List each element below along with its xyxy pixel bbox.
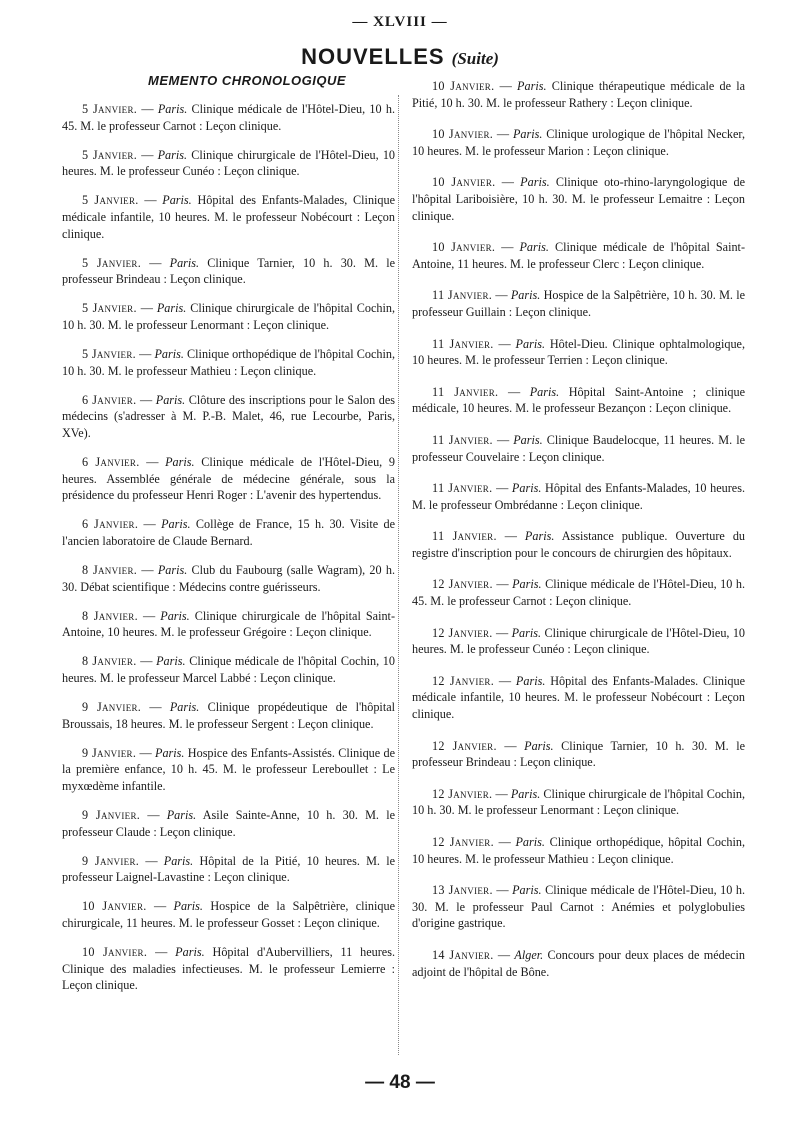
entry-place: Paris. — [156, 654, 186, 669]
entry-place: Paris. — [157, 102, 188, 116]
entry-text: Clinique médicale de l'Hôtel-Dieu, 10 h. 45. M. le professeur Carnot : Leçon clinique. — [412, 577, 746, 609]
entry-date: 11 Janvier. — [432, 384, 499, 399]
entry-text: Clinique médicale de l'Hôtel-Dieu, 9 heures. Assemblée générale de médecine générale, sous la présidence du professeur Henri Roger : L'avenir des hypertendus. — [62, 455, 395, 503]
entry-text: Clinique médicale de l'Hôtel-Dieu, 10 h. 45. M. le professeur Carnot : Leçon clinique. — [62, 102, 396, 133]
entry-date: 9 Janvier. — [82, 853, 140, 868]
entry-text: Clinique orthopédique de l'hôpital Cochin, 10 h. 30. M. le professeur Mathieu : Leçon clinique. — [62, 347, 396, 378]
entry-place: Paris. — [520, 175, 550, 190]
memento-entry: 9 Janvier. — Paris. Asile Sainte-Anne, 10 h. 30. M. le professeur Claude : Leçon clinique. — [62, 808, 395, 839]
entry-date: 6 Janvier. — [82, 517, 139, 532]
memento-entry: 6 Janvier. — Paris. Clinique médicale de l'Hôtel-Dieu, 9 heures. Assemblée générale de médecine générale, sous la présidence du professeur Henri Roger : L'avenir des hypertendus. — [62, 455, 395, 503]
entry-text: Clinique chirurgicale de l'hôpital Cochin, 10 h. 30. M. le professeur Lenormant : Leçon clinique. — [62, 301, 395, 332]
entry-date: 10 Janvier. — [432, 175, 496, 190]
memento-entry: 5 Janvier. — Paris. Clinique Tarnier, 10 h. 30. M. le professeur Brindeau : Leçon clinique. — [62, 255, 395, 287]
entry-date: 12 Janvier. — [432, 786, 493, 801]
entry-place: Paris. — [515, 835, 545, 849]
entry-place: Paris. — [166, 808, 197, 822]
entry-date: 12 Janvier. — [432, 738, 497, 753]
entry-text: Clinique chirurgicale de l'Hôtel-Dieu, 10 heures. M. le professeur Cunéo : Leçon clinique. — [62, 147, 396, 179]
memento-entry: 12 Janvier. — Paris. Clinique chirurgicale de l'Hôtel-Dieu, 10 heures. M. le professeur Cunéo : Leçon clinique. — [412, 625, 746, 657]
page-roman-numeral: — XLVIII — — [352, 14, 448, 30]
memento-entry: 11 Janvier. — Paris. Clinique Baudelocque, 11 heures. M. le professeur Couvelaire : Leçon clinique. — [412, 432, 746, 464]
entry-place: Paris. — [510, 288, 541, 303]
entry-place: Paris. — [157, 562, 188, 577]
entry-date: 9 Janvier. — [82, 808, 141, 822]
memento-entry: 10 Janvier. — Paris. Clinique thérapeutique médicale de la Pitié, 10 h. 30. M. le professeur Rathery : Leçon clinique. — [412, 79, 746, 110]
entry-date: 5 Janvier. — [82, 301, 137, 316]
entry-date: 8 Janvier. — [82, 608, 138, 623]
entry-text: Clinique Tarnier, 10 h. 30. M. le professeur Brindeau : Leçon clinique. — [412, 738, 746, 770]
page-title — [0, 44, 800, 70]
page-title-suffix: (Suite) — [451, 49, 499, 68]
entry-place: Paris. — [154, 347, 184, 362]
memento-entry: 9 Janvier. — Paris. Clinique propédeutique de l'hôpital Broussais, 18 heures. M. le professeur Sergent : Leçon clinique. — [62, 700, 395, 731]
entry-place: Paris. — [515, 673, 546, 688]
entry-date: 10 Janvier. — [82, 899, 147, 914]
entry-date: 10 Janvier. — [432, 240, 496, 255]
entry-place: Paris. — [161, 517, 191, 532]
entry-place: Paris. — [165, 455, 195, 469]
memento-entry: 12 Janvier. — Paris. Hôpital des Enfants-Malades. Clinique médicale infantile, 10 heures. M. le professeur Nobécourt : Leçon clinique. — [412, 673, 746, 722]
entry-text: Hôpital d'Aubervilliers, 11 heures. Clinique des maladies infectieuses. M. le professeur Lemierre : Leçon clinique. — [62, 945, 396, 993]
entry-text: Collège de France, 15 h. 30. Visite de l'ancien laboratoire de Claude Bernard. — [62, 517, 395, 548]
entry-text: Assistance publique. Ouverture du registre d'inscription pour le concours de chirurgien des hôpitaux. — [412, 529, 746, 560]
memento-entry: 5 Janvier. — Paris. Clinique médicale de l'Hôtel-Dieu, 10 h. 45. M. le professeur Carnot : Leçon clinique. — [62, 102, 396, 133]
memento-entry: 8 Janvier. — Paris. Clinique médicale de l'hôpital Cochin, 10 heures. M. le professeur Marcel Labbé : Leçon clinique. — [62, 654, 395, 685]
entry-text: Asile Sainte-Anne, 10 h. 30. M. le professeur Claude : Leçon clinique. — [62, 808, 395, 839]
memento-entry: 10 Janvier. — Paris. Clinique oto-rhino-laryngologique de l'hôpital Lariboisière, 10 h. 30. M. le professeur Lemaitre : Leçon clinique. — [412, 175, 746, 223]
entry-place: Paris. — [162, 193, 192, 208]
entry-text: Hospice de la Salpêtrière, 10 h. 30. M. le professeur Guillain : Leçon clinique. — [412, 288, 746, 319]
entry-date: 13 Janvier. — [432, 883, 493, 898]
entry-date: 5 Janvier. — [82, 102, 138, 116]
memento-entry: 12 Janvier. — Paris. Clinique orthopédique, hôpital Cochin, 10 heures. M. le professeur Mathieu : Leçon clinique. — [412, 835, 746, 866]
entry-date: 8 Janvier. — [82, 562, 138, 577]
entry-text: Clinique chirurgicale de l'Hôtel-Dieu, 10 heures. M. le professeur Cunéo : Leçon clinique. — [412, 625, 746, 657]
entry-date: 11 Janvier. — [432, 529, 497, 544]
section-heading: MEMENTO CHRONOLOGIQUE — [148, 73, 347, 88]
entry-text: Club du Faubourg (salle Wagram), 20 h. 30. Débat scientifique : Médecins contre guérisseurs. — [62, 562, 396, 594]
entry-text: Hôpital des Enfants-Malades, 10 heures. M. le professeur Ombrédanne : Leçon clinique. — [412, 481, 746, 512]
entry-date: 11 Janvier. — [432, 288, 493, 303]
entry-date: 6 Janvier. — [82, 455, 140, 469]
entry-text: Clinique médicale de l'Hôtel-Dieu, 10 h. 30. M. le professeur Paul Carnot : Anémies et polyglobulies d'origine gastrique. — [412, 883, 746, 931]
entry-text: Clinique urologique de l'hôpital Necker, 10 heures. M. le professeur Marion : Leçon clinique. — [412, 127, 746, 158]
memento-entry: 11 Janvier. — Paris. Hôpital Saint-Antoine ; clinique médicale, 10 heures. M. le professeur Bezançon : Leçon clinique. — [412, 384, 745, 416]
memento-entry: 5 Janvier. — Paris. Clinique chirurgicale de l'hôpital Cochin, 10 h. 30. M. le professeur Lenormant : Leçon clinique. — [62, 301, 395, 332]
entry-text: Hôpital des Enfants-Malades. Clinique médicale infantile, 10 heures. M. le professeur Nobécourt : Leçon clinique. — [412, 673, 746, 722]
memento-entry: 11 Janvier. — Paris. Hospice de la Salpêtrière, 10 h. 30. M. le professeur Guillain : Leçon clinique. — [412, 288, 746, 319]
entry-text: Hôpital Saint-Antoine ; clinique médicale, 10 heures. M. le professeur Bezançon : Leçon clinique. — [412, 384, 745, 416]
entry-place: Paris. — [163, 853, 194, 868]
memento-entry: 14 Janvier. — Alger. Concours pour deux places de médecin adjoint de l'hôpital de Bône. — [412, 947, 746, 979]
entry-text: Clinique thérapeutique médicale de la Pitié, 10 h. 30. M. le professeur Rathery : Leçon clinique. — [412, 79, 746, 110]
entry-place: Paris. — [511, 481, 542, 496]
entry-date: 12 Janvier. — [432, 835, 494, 849]
entry-text: Clinique propédeutique de l'hôpital Broussais, 18 heures. M. le professeur Sergent : Leçon clinique. — [62, 700, 395, 731]
memento-entry: 12 Janvier. — Paris. Clinique chirurgicale de l'hôpital Cochin, 10 h. 30. M. le professeur Lenormant : Leçon clinique. — [412, 786, 746, 818]
entry-place: Paris. — [169, 700, 200, 715]
right-column — [412, 78, 745, 995]
memento-entry: 11 Janvier. — Paris. Hôpital des Enfants-Malades, 10 heures. M. le professeur Ombrédanne : Leçon clinique. — [412, 481, 746, 512]
entry-place: Paris. — [155, 392, 186, 407]
entry-place: Paris. — [175, 945, 205, 960]
memento-entry: 8 Janvier. — Paris. Club du Faubourg (salle Wagram), 20 h. 30. Débat scientifique : Médecins contre guérisseurs. — [62, 562, 396, 594]
entry-text: Hospice de la Salpêtrière, clinique chirurgicale, 11 heures. M. le professeur Gosset : Leçon clinique. — [62, 899, 396, 930]
entry-date: 14 Janvier. — [432, 947, 494, 962]
entry-date: 5 Janvier. — [82, 255, 142, 270]
entry-place: Paris. — [524, 738, 554, 753]
entry-date: 6 Janvier. — [82, 392, 137, 407]
entry-date: 10 Janvier. — [432, 79, 495, 93]
entry-place: Paris. — [513, 432, 543, 447]
entry-text: Clinique chirurgicale de l'hôpital Cochin, 10 h. 30. M. le professeur Lenormant : Leçon clinique. — [412, 786, 746, 818]
entry-place: Paris. — [511, 625, 542, 640]
entry-place: Paris. — [157, 147, 188, 162]
entry-text: Hospice des Enfants-Assistés. Clinique de la première enfance, 10 h. 45. M. le professeur Lereboullet : Le myxœdème infantile. — [62, 745, 395, 793]
entry-place: Paris. — [156, 301, 187, 316]
entry-text: Clinique médicale de l'hôpital Saint-Antoine, 11 heures. M. le professeur Clerc : Leçon clinique. — [412, 240, 745, 271]
entry-text: Clôture des inscriptions pour le Salon des médecins (s'adresser à M. P.-B. Malet, 46, rue Lecourbe, Paris, XVe). — [62, 392, 395, 440]
entry-date: 12 Janvier. — [432, 625, 493, 640]
memento-entry: 9 Janvier. — Paris. Hospice des Enfants-Assistés. Clinique de la première enfance, 10 h. 45. M. le professeur Lereboullet : Le myxœdème infantile. — [62, 745, 395, 793]
entry-place: Paris. — [519, 240, 549, 255]
entry-date: 11 Janvier. — [432, 336, 494, 351]
entry-date: 11 Janvier. — [432, 481, 493, 496]
entry-date: 8 Janvier. — [82, 654, 137, 669]
entry-place: Alger. — [514, 947, 544, 962]
memento-entry: 10 Janvier. — Paris. Clinique médicale de l'hôpital Saint-Antoine, 11 heures. M. le professeur Clerc : Leçon clinique. — [412, 240, 745, 271]
memento-entry: 5 Janvier. — Paris. Clinique orthopédique de l'hôpital Cochin, 10 h. 30. M. le professeur Mathieu : Leçon clinique. — [62, 347, 396, 378]
column-divider — [398, 95, 399, 1055]
entry-text: Clinique Tarnier, 10 h. 30. M. le professeur Brindeau : Leçon clinique. — [62, 255, 395, 287]
memento-entry: 11 Janvier. — Paris. Assistance publique. Ouverture du registre d'inscription pour le concours de chirurgien des hôpitaux. — [412, 529, 746, 560]
memento-entry: 10 Janvier. — Paris. Hospice de la Salpêtrière, clinique chirurgicale, 11 heures. M. le professeur Gosset : Leçon clinique. — [62, 899, 396, 930]
entry-place: Paris. — [155, 745, 185, 760]
memento-entry: 10 Janvier. — Paris. Clinique urologique de l'hôpital Necker, 10 heures. M. le professeur Marion : Leçon clinique. — [412, 127, 746, 158]
memento-entry: 5 Janvier. — Paris. Hôpital des Enfants-Malades, Clinique médicale infantile, 10 heures. M. le professeur Nobécourt : Leçon clinique. — [62, 193, 396, 241]
memento-entry: 6 Janvier. — Paris. Collège de France, 15 h. 30. Visite de l'ancien laboratoire de Claude Bernard. — [62, 517, 395, 548]
entry-text: Clinique médicale de l'hôpital Cochin, 10 heures. M. le professeur Marcel Labbé : Leçon clinique. — [62, 654, 395, 685]
entry-text: Clinique orthopédique, hôpital Cochin, 10 heures. M. le professeur Mathieu : Leçon clinique. — [412, 835, 746, 866]
entry-place: Paris. — [510, 786, 541, 801]
entry-date: 5 Janvier. — [82, 347, 137, 362]
memento-entry: 9 Janvier. — Paris. Hôpital de la Pitié, 10 heures. M. le professeur Laignel-Lavastine : Leçon clinique. — [62, 853, 395, 885]
entry-place: Paris. — [517, 79, 547, 93]
entry-place: Paris. — [512, 577, 542, 592]
left-column — [62, 101, 395, 1006]
entry-text: Hôpital des Enfants-Malades, Clinique médicale infantile, 10 heures. M. le professeur Nobécourt : Leçon clinique. — [62, 193, 396, 241]
page-title-main: NOUVELLES — [301, 44, 445, 69]
memento-entry: 12 Janvier. — Paris. Clinique médicale de l'Hôtel-Dieu, 10 h. 45. M. le professeur Carnot : Leçon clinique. — [412, 577, 746, 609]
entry-date: 9 Janvier. — [82, 745, 137, 760]
entry-text: Clinique oto-rhino-laryngologique de l'hôpital Lariboisière, 10 h. 30. M. le professeur Lemaitre : Leçon clinique. — [412, 175, 746, 223]
memento-entry: 6 Janvier. — Paris. Clôture des inscriptions pour le Salon des médecins (s'adresser à M. P.-B. Malet, 46, rue Lecourbe, Paris, XVe). — [62, 392, 395, 440]
entry-text: Clinique Baudelocque, 11 heures. M. le professeur Couvelaire : Leçon clinique. — [412, 432, 746, 464]
entry-place: Paris. — [512, 127, 543, 142]
memento-entry: 13 Janvier. — Paris. Clinique médicale de l'Hôtel-Dieu, 10 h. 30. M. le professeur Paul Carnot : Anémies et polyglobulies d'origine gastrique. — [412, 883, 746, 931]
entry-text: Concours pour deux places de médecin adjoint de l'hôpital de Bône. — [412, 947, 746, 979]
entry-text: Clinique chirurgicale de l'hôpital Saint-Antoine, 10 heures. M. le professeur Grégoire : Leçon clinique. — [62, 608, 396, 640]
entry-date: 10 Janvier. — [432, 127, 494, 142]
memento-entry: 5 Janvier. — Paris. Clinique chirurgicale de l'Hôtel-Dieu, 10 heures. M. le professeur Cunéo : Leçon clinique. — [62, 147, 396, 179]
entry-place: Paris. — [515, 336, 545, 351]
memento-entry: 8 Janvier. — Paris. Clinique chirurgicale de l'hôpital Saint-Antoine, 10 heures. M. le professeur Grégoire : Leçon clinique. — [62, 608, 396, 640]
entry-date: 10 Janvier. — [82, 945, 148, 960]
entry-date: 12 Janvier. — [432, 577, 493, 592]
page-number-footer: — 48 — — [365, 1072, 435, 1093]
entry-text: Hôtel-Dieu. Clinique ophtalmologique, 10 heures. M. le professeur Terrien : Leçon clinique. — [412, 336, 746, 368]
entry-place: Paris. — [512, 883, 542, 898]
entry-place: Paris. — [160, 608, 190, 623]
memento-entry: 11 Janvier. — Paris. Hôtel-Dieu. Clinique ophtalmologique, 10 heures. M. le professeur Terrien : Leçon clinique. — [412, 336, 746, 368]
entry-place: Paris. — [173, 899, 203, 914]
entry-place: Paris. — [524, 529, 555, 544]
entry-date: 12 Janvier. — [432, 673, 495, 688]
entry-date: 5 Janvier. — [82, 193, 139, 208]
entry-date: 5 Janvier. — [82, 147, 138, 162]
entry-text: Hôpital de la Pitié, 10 heures. M. le professeur Laignel-Lavastine : Leçon clinique. — [62, 853, 395, 885]
entry-date: 11 Janvier. — [432, 432, 493, 447]
memento-entry: 10 Janvier. — Paris. Hôpital d'Aubervilliers, 11 heures. Clinique des maladies infectieuses. M. le professeur Lemierre : Leçon clinique. — [62, 945, 396, 993]
entry-place: Paris. — [169, 255, 200, 270]
entry-date: 9 Janvier. — [82, 700, 142, 715]
memento-entry: 12 Janvier. — Paris. Clinique Tarnier, 10 h. 30. M. le professeur Brindeau : Leçon clinique. — [412, 738, 746, 770]
entry-place: Paris. — [529, 384, 560, 399]
